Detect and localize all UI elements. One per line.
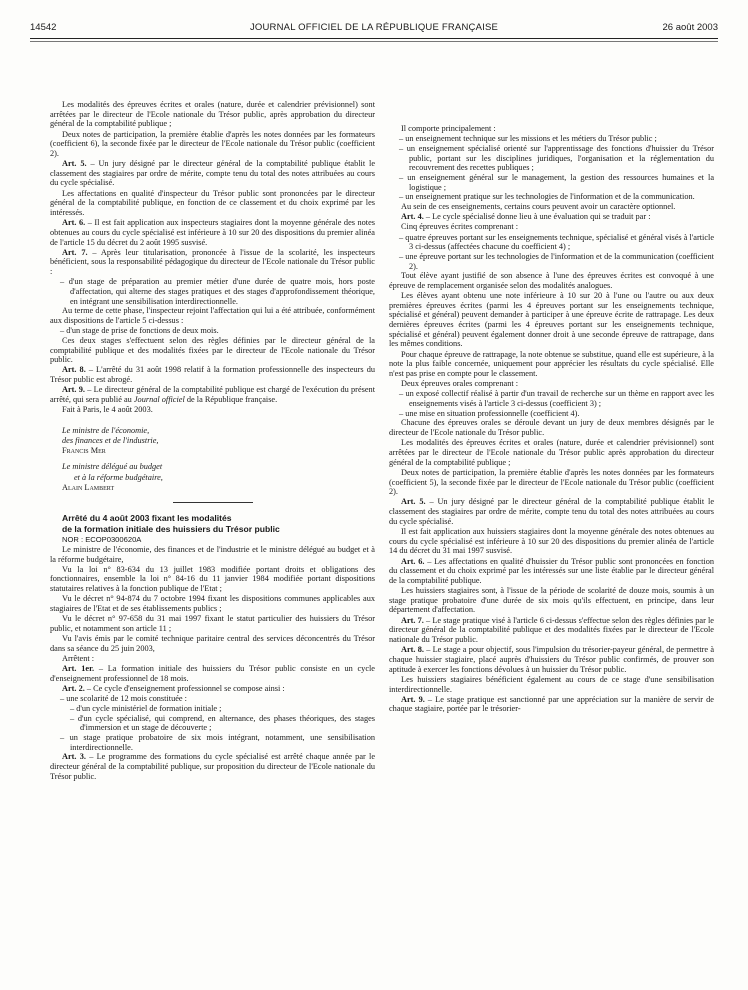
- article-label: Art. 3.: [62, 752, 86, 762]
- done-at: Fait à Paris, le 4 août 2003.: [62, 405, 153, 415]
- visa: Vu le décret n° 94-874 du 7 octobre 1994 fixant les dispositions communes applicables aux stagiaires de l'Etat et de ses établissements publics ;: [50, 594, 375, 613]
- paragraph: Il comporte principalement :: [401, 124, 496, 133]
- paragraph: Les modalités des épreuves écrites et orales (nature, durée et calendrier prévisionnel) sont arrêtées par le directeur de l'Ecole nationale du Trésor public, après approbation du directeur général de la comptabilité publique ;: [50, 100, 375, 129]
- list-item: – un enseignement pratique sur les technologies de l'information et de la communication.: [399, 192, 695, 202]
- paragraph: Deux notes de participation, la première établie d'après les notes données par les formateurs (coefficient 5), la seconde fixée par le directeur de l'Ecole nationale du Trésor public (coefficient 2).: [389, 467, 714, 497]
- list-item: – un stage pratique probatoire de six mois intégrant, notamment, une sensibilisation interdirectionnelle.: [60, 733, 375, 752]
- paragraph: Les huissiers stagiaires sont, à l'issue de la période de scolarité de douze mois, soumis à un stage pratique probatoire d'une durée de six mois qu'ils effectuent, en principe, dans leur département d'affectation.: [389, 586, 714, 615]
- article-8: Art. 8. – Le stage a pour objectif, sous l'impulsion du trésorier-payeur général, de permettre à chaque huissier stagiaire, placé auprès d'huissiers du Trésor public confirmés, de prouver son aptitude à exercer les fonctions dévolues à un huissier du Trésor public.: [389, 645, 714, 674]
- paragraph: Pour chaque épreuve de rattrapage, la note obtenue se substitue, quand elle est supérieure, à la note la plus faible concernée, uniquement pour apprécier les résultats du cycle spécialisé. Elle n'est pas prise en compte pour le classement.: [389, 349, 714, 378]
- list-item: – une scolarité de 12 mois constituée :: [60, 694, 187, 704]
- list-item: – quatre épreuves portant sur les enseignements technique, spécialisé et général visés à l'article 3 ci-dessus (affectées chacune du coefficient 4) ;: [399, 232, 714, 252]
- page-header: [30, 22, 718, 38]
- signatory-1-title-2: des finances et de l'industrie,: [62, 435, 159, 445]
- header-rule: [30, 38, 718, 39]
- journal-officiel-italic: Journal officiel: [133, 395, 185, 405]
- article-1: Art. 1er. – La formation initiale des huissiers du Trésor public consiste en un cycle d'enseignement professionnel de 18 mois.: [50, 664, 375, 683]
- article-5: Art. 5. – Un jury désigné par le directeur général de la comptabilité publique établit le classement des stagiaires par ordre de mérite, compte tenu du total des notes attribuées au cours du cycle spécialisé.: [50, 159, 375, 188]
- header-rule-thin: [30, 41, 718, 42]
- article-6: Art. 6. – Il est fait application aux inspecteurs stagiaires dont la moyenne générale des notes obtenues au cours du cycle spécialisé est inférieure à 10 sur 20 des dispositions du premier alinéa de l'article 15 du décret du 2 août 1995 susvisé.: [50, 218, 375, 247]
- page-number: 14542: [30, 22, 57, 33]
- article-label: Art. 8.: [401, 645, 424, 655]
- article-label: Art. 6.: [62, 218, 86, 228]
- journal-title: JOURNAL OFFICIEL DE LA RÉPUBLIQUE FRANÇAISE: [249, 22, 499, 33]
- article-label: Art. 9.: [62, 385, 85, 395]
- paragraph: Deux notes de participation, la première établie d'après les notes données par les formateurs (coefficient 6), la seconde fixée par le directeur de l'Ecole nationale du Trésor public (coefficient 2).: [50, 129, 375, 158]
- visa: Vu la loi n° 83-634 du 13 juillet 1983 modifiée portant droits et obligations des fonctionnaires, ensemble la loi n° 84-16 du 11 janvier 1984 modifiée portant dispositions statutaires relatives à la fonction publique de l'Etat ;: [50, 564, 375, 594]
- signatory-1-name: Francis Mer: [62, 446, 106, 456]
- list-item: – d'un cycle ministériel de formation initiale ;: [70, 704, 222, 714]
- left-column: [50, 100, 375, 985]
- list-item: – d'un stage de prise de fonctions de deux mois.: [60, 326, 219, 336]
- arretent: Arrêtent :: [62, 654, 95, 664]
- article-7: Art. 7. – Après leur titularisation, prononcée à l'issue de la scolarité, les inspecteurs bénéficient, sous la responsabilité pédagogique du directeur de l'Ecole nationale du Trésor public :: [50, 247, 375, 277]
- article-label: Art. 6.: [401, 556, 425, 566]
- list-item: – une mise en situation professionnelle (coefficient 4).: [399, 408, 580, 418]
- article-9: Art. 9. – Le directeur général de la comptabilité publique est chargé de l'exécution du présent arrêté, qui sera publié au Journal officiel de la République française.: [50, 385, 375, 405]
- issue-date: 26 août 2003: [662, 22, 718, 33]
- paragraph: Au terme de cette phase, l'inspecteur rejoint l'affectation qui lui a été attribuée, conformément aux dispositions de l'article 5 ci-dessus :: [50, 306, 375, 325]
- article-4: Art. 4. – Le cycle spécialisé donne lieu à une évaluation qui se traduit par :: [401, 212, 651, 222]
- article-label: Art. 9.: [401, 694, 425, 704]
- paragraph: Les huissiers stagiaires bénéficient également au cours de ce stage d'une sensibilisation interdirectionnelle.: [389, 674, 714, 694]
- paragraph: Il est fait application aux huissiers stagiaires dont la moyenne générale des notes obtenues au cours du cycle spécialisé est inférieure à 10 sur 20 des dispositions du premier alinéa de l'article 14 du décret du 31 mai 1997 susvisé.: [389, 527, 714, 556]
- article-label: Art. 7.: [401, 615, 424, 625]
- article-9: Art. 9. – Le stage pratique est sanctionné par une appréciation sur la manière de servir de chaque stagiaire, portée par le trésorier-: [389, 694, 714, 714]
- article-2: Art. 2. – Ce cycle d'enseignement professionnel se compose ainsi :: [62, 684, 285, 694]
- article-label: Art. 4.: [401, 212, 424, 222]
- signatory-2-name: Alain Lambert: [62, 482, 115, 492]
- list-item: – un exposé collectif réalisé à partir d'un travail de recherche sur un thème en rapport avec les enseignements visés à l'article 3 ci-dessus (coefficient 3) ;: [399, 389, 714, 409]
- paragraph: Le ministre de l'économie, des finances et de l'industrie et le ministre délégué au budget et à la réforme budgétaire,: [50, 544, 375, 564]
- article-label: Art. 8.: [62, 365, 86, 375]
- article-3: Art. 3. – Le programme des formations du cycle spécialisé est arrêté chaque année par le directeur général de la comptabilité publique, sur proposition du directeur de l'Ecole nationale du Trésor public.: [50, 752, 375, 781]
- paragraph: Deux épreuves orales comprenant :: [401, 379, 519, 389]
- article-label: Art. 2.: [62, 684, 85, 694]
- paragraph: Les affectations en qualité d'inspecteur du Trésor public sont prononcées par le directeur général de la comptabilité publique, en fonction de ce classement et du choix exprimé par les intéressés.: [50, 188, 375, 217]
- article-label: Art. 5.: [62, 159, 87, 169]
- signatory-2-title: Le ministre délégué au budget: [62, 462, 163, 472]
- article-label: Art. 1er.: [62, 664, 95, 674]
- paragraph: Les modalités des épreuves écrites et orales (nature, durée et calendrier prévisionnel) sont arrêtées par le directeur de l'Ecole nationale du Trésor public après approbation du directeur général de la comptabilité publique ;: [389, 438, 714, 467]
- list-item: – un enseignement technique sur les missions et les métiers du Trésor public ;: [399, 134, 657, 144]
- visa: Vu l'avis émis par le comité technique paritaire central des services déconcentrés du Trésor dans sa séance du 25 juin 2003,: [50, 634, 375, 653]
- paragraph: Cinq épreuves écrites comprenant :: [401, 222, 519, 232]
- list-item: – d'un stage de préparation au premier métier d'une durée de quatre mois, hors poste d'affectation, qui alterne des stages pratiques et des stages d'approfondissement théorique, en intégrant une sensibilisation interdirectionnelle.: [60, 277, 375, 306]
- paragraph: Ces deux stages s'effectuent selon des règles définies par le directeur général de la comptabilité publique et des modalités fixées par le directeur de l'Ecole nationale du Trésor public.: [50, 335, 375, 365]
- signatory-2-title-2: et à la réforme budgétaire,: [74, 472, 163, 482]
- decree-title-2: de la formation initiale des huissiers du Trésor public: [62, 524, 280, 535]
- list-item: – un enseignement général sur le management, la gestion des ressources humaines et la logistique ;: [399, 172, 714, 192]
- article-label: Art. 5.: [401, 497, 426, 507]
- signatory-1-title: Le ministre de l'économie,: [62, 425, 150, 435]
- article-6: Art. 6. – Les affectations en qualité d'huissier du Trésor public sont prononcées en fonction du classement et du choix exprimé par les intéressés sur une liste établie par le directeur général de la comptabilité publique.: [389, 556, 714, 585]
- paragraph: Les élèves ayant obtenu une note inférieure à 10 sur 20 à l'une ou l'autre ou aux deux premières épreuves écrites (parmi les 4 épreuves portant sur les enseignements technique, spécialisé et général) peuvent demander à participer à une épreuve écrite de rattrapage. Les deux dernières épreuves écrites (parmi les 4 épreuves portant sur les enseignements technique, spécialisé et général) peuvent également donner droit à une seconde épreuve de rattrapage, dans les mêmes conditions.: [389, 291, 714, 349]
- paragraph: Au sein de ces enseignements, certains cours peuvent avoir un caractère optionnel.: [401, 201, 676, 211]
- paragraph: Chacune des épreuves orales se déroule devant un jury de deux membres désignés par le directeur de l'Ecole nationale du Trésor public.: [389, 418, 714, 438]
- article-5: Art. 5. – Un jury désigné par le directeur général de la comptabilité publique établit le classement des stagiaires par ordre de mérite, compte tenu du total des notes attribuées au cours du cycle spécialisé.: [389, 497, 714, 526]
- visa: Vu le décret n° 97-658 du 31 mai 1997 fixant le statut particulier des huissiers du Trésor public, et notamment son article 11 ;: [50, 614, 375, 633]
- nor-reference: NOR : ECOP0300620A: [62, 534, 142, 544]
- section-separator: [173, 502, 253, 503]
- list-item: – une épreuve portant sur les technologies de l'information et de la communication (coefficient 2).: [399, 251, 714, 271]
- paragraph: Tout élève ayant justifié de son absence à l'une des épreuves écrites est convoqué à une épreuve de remplacement organisée selon des modalités analogues.: [389, 271, 714, 290]
- list-item: – un enseignement spécialisé orienté sur l'apprentissage des fonctions d'huissier du Trésor public, portant sur les disciplines juridiques, l'organisation et la réglementation du recouvrement des recettes publiques ;: [399, 143, 714, 173]
- list-item: – d'un cycle spécialisé, qui comprend, en alternance, des phases théoriques, des stages d'immersion et un stage de découverte ;: [70, 713, 375, 733]
- article-8: Art. 8. – L'arrêté du 31 août 1998 relatif à la formation professionnelle des inspecteurs du Trésor public est abrogé.: [50, 365, 375, 385]
- right-column: [389, 124, 714, 990]
- article-label: Art. 7.: [62, 247, 88, 257]
- article-7: Art. 7. – Le stage pratique visé à l'article 6 ci-dessus s'effectue selon des règles définies par le directeur général de la comptabilité publique et des modalités fixées par le directeur de l'Ecole nationale du Trésor public.: [389, 615, 714, 645]
- decree-title: Arrêté du 4 août 2003 fixant les modalités: [62, 513, 232, 524]
